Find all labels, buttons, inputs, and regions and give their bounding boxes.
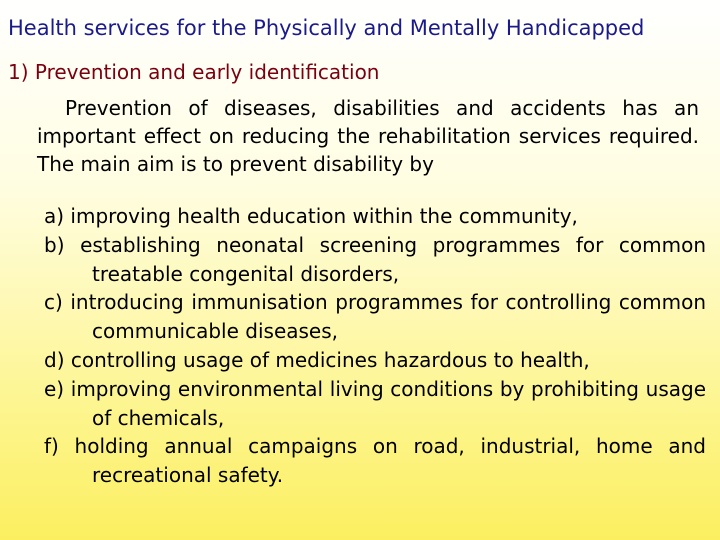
list-item: e) improving environmental living conditions by prohibiting usage of chemicals, bbox=[44, 376, 706, 430]
slide-title: Health services for the Physically and Mentally Handicapped bbox=[8, 16, 645, 40]
list-item: c) introducing immunisation programmes for controlling common communicable diseases, bbox=[44, 290, 706, 344]
list-item: f) holding annual campaigns on road, industrial, home and recreational safety. bbox=[44, 434, 706, 488]
list-item: d) controlling usage of medicines hazardous to health, bbox=[44, 347, 590, 372]
list-item: a) improving health education within the community, bbox=[44, 204, 578, 228]
intro-paragraph: Prevention of diseases, disabilities and accidents has an important effect on reducing the rehabilitation services required. The main aim is to prevent disability by bbox=[37, 96, 699, 176]
list-item: b) establishing neonatal screening programmes for common treatable congenital disorders, bbox=[44, 232, 706, 286]
section-heading: 1) Prevention and early identification bbox=[8, 60, 380, 84]
measures-list bbox=[44, 202, 706, 490]
